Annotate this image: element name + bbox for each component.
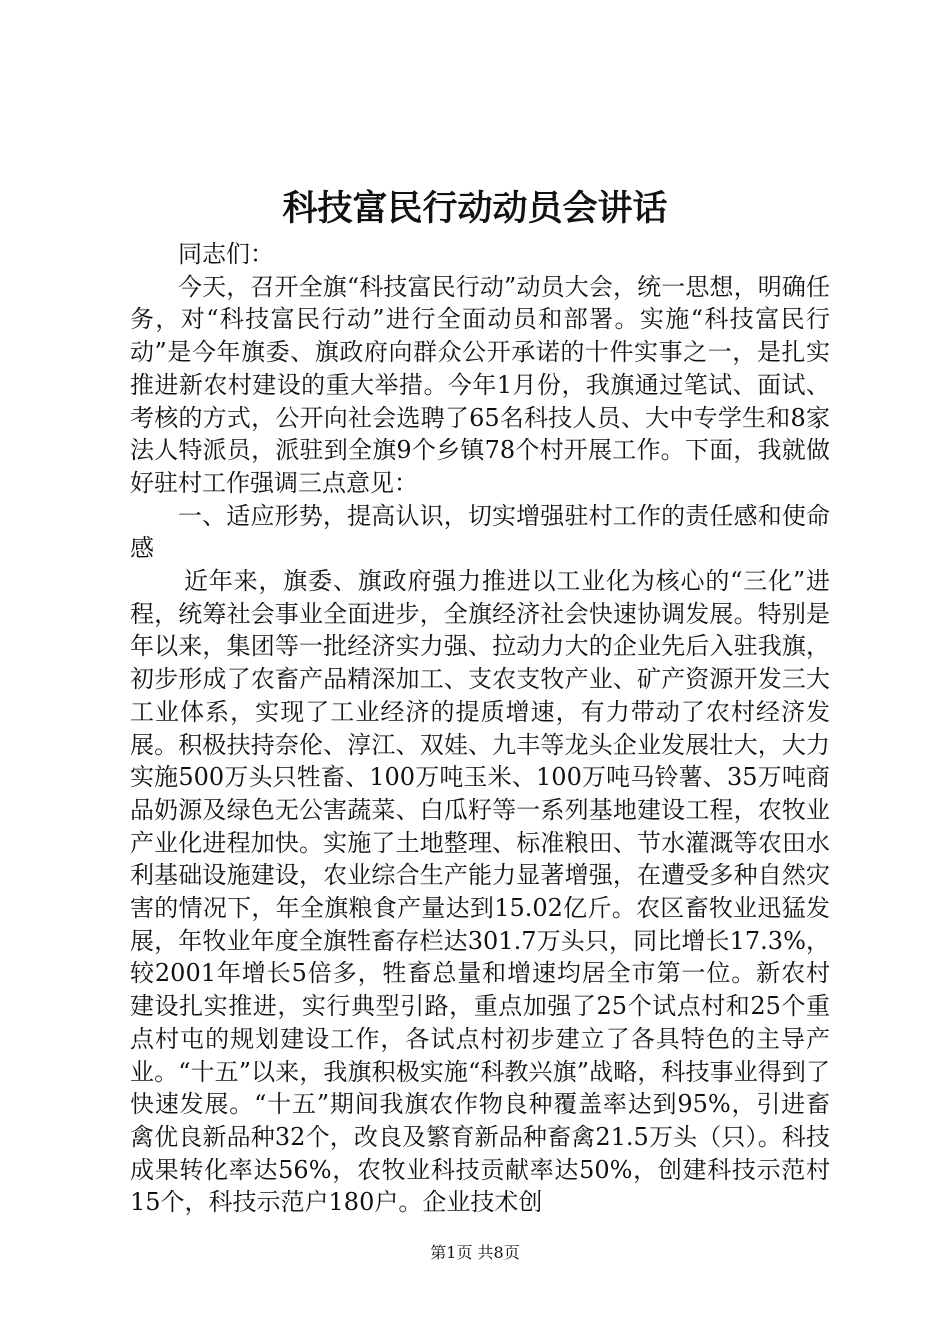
document-body bbox=[130, 238, 830, 1219]
document-title: 科技富民行动动员会讲话 bbox=[282, 189, 668, 229]
page-number-footer: 第1页 共8页 bbox=[430, 1243, 520, 1262]
paragraph-development: 近年来，旗委、旗政府强力推进以工业化为核心的“三化”进程，统筹社会事业全面进步，全旗经济社会快速协调发展。特别是年以来，集团等一批经济实力强、拉动力大的企业先后入驻我旗，初步形成了农畜产品精深加工、支农支牧产业、矿产资源开发三大工业体系，实现了工业经济的提质增速，有力带动了农村经济发展。积极扶持奈伦、淳江、双娃、九丰等龙头企业发展壮大，大力实施500万头只牲畜、100万吨玉米、100万吨马铃薯、35万吨商品奶源及绿色无公害蔬菜、白瓜籽等一系列基地建设工程，农牧业产业化进程加快。实施了土地整理、标准粮田、节水灌溉等农田水利基础设施建设，农业综合生产能力显著增强，在遭受多种自然灾害的情况下，年全旗粮食产量达到15.02亿斤。农区畜牧业迅猛发展，年牧业年度全旗牲畜存栏达301.7万头只，同比增长17.3%，较2001年增长5倍多，牲畜总量和增速均居全市第一位。新农村建设扎实推进，实行典型引路，重点加强了25个试点村和25个重点村屯的规划建设工作，各试点村初步建立了各具特色的主导产业。“十五”以来，我旗积极实施“科教兴旗”战略，科技事业得到了快速发展。“十五”期间我旗农作物良种覆盖率达到95%，引进畜禽优良新品种32个，改良及繁育新品种畜禽21.5万头（只）。科技成果转化率达56%，农牧业科技贡献率达50%，创建科技示范村15个，科技示范户180户。企业技术创 bbox=[130, 567, 830, 1217]
section-heading-one: 一、适应形势，提高认识，切实增强驻村工作的责任感和使命感 bbox=[130, 501, 830, 563]
salutation: 同志们： bbox=[178, 240, 274, 268]
paragraph-intro: 今天，召开全旗“科技富民行动”动员大会，统一思想，明确任务，对“科技富民行动”进行全面动员和部署。实施“科技富民行动”是今年旗委、旗政府向群众公开承诺的十件实事之一，是扎实推进新农村建设的重大举措。今年1月份，我旗通过笔试、面试、考核的方式，公开向社会选聘了65名科技人员、大中专学生和8家法人特派员，派驻到全旗9个乡镇78个村开展工作。下面，我就做好驻村工作强调三点意见： bbox=[130, 272, 830, 497]
